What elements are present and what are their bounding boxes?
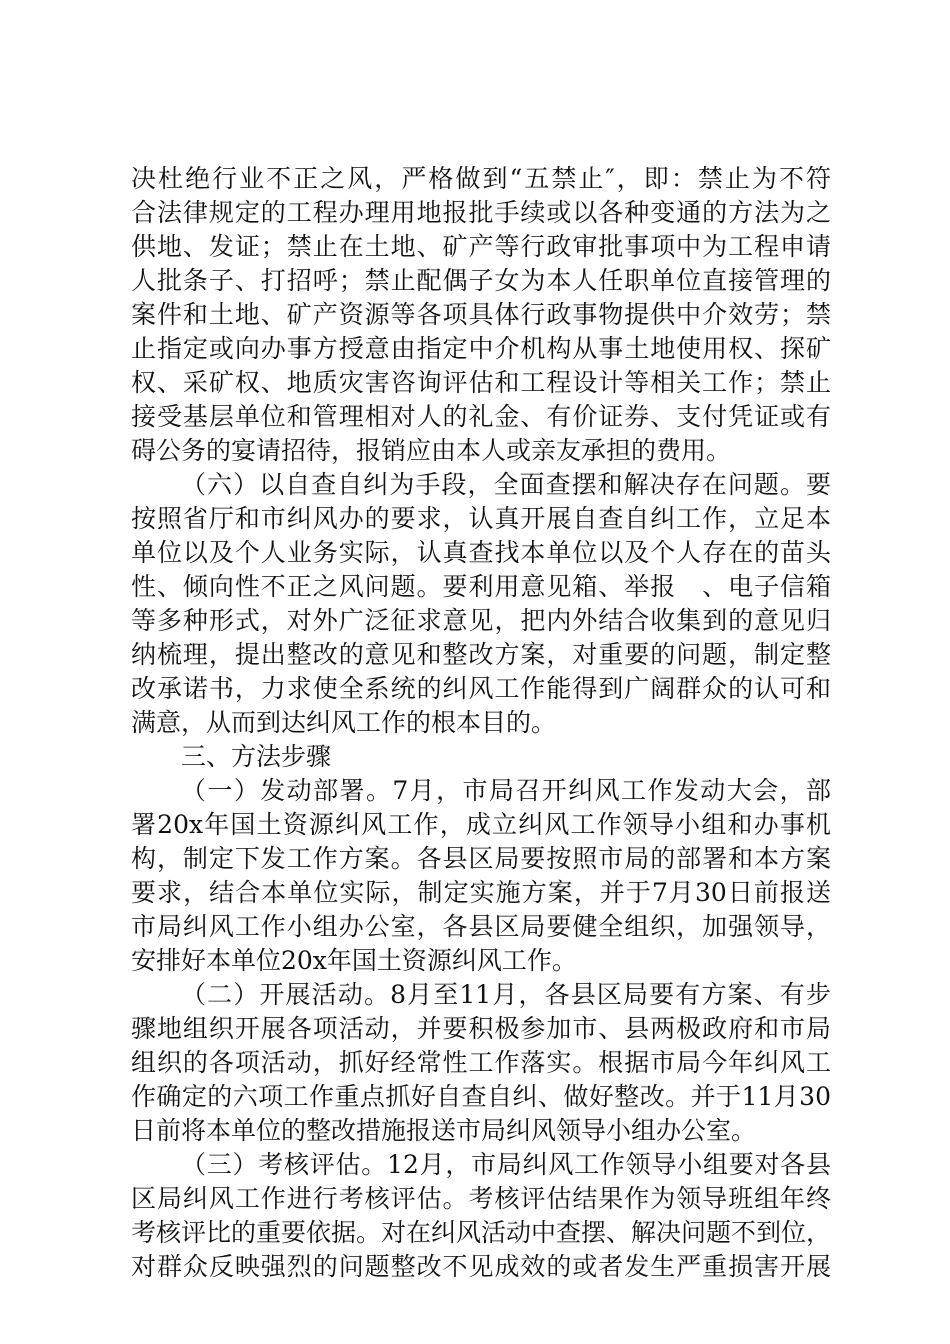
- text-line: 作确定的六项工作重点抓好自查自纠、做好整改。并于11月30: [131, 1082, 831, 1111]
- text-line: 权、采矿权、地质灾害咨询评估和工程设计等相关工作；禁止: [131, 368, 831, 397]
- text-line: 合法律规定的工程办理用地报批手续或以各种变通的方法为之: [131, 198, 831, 227]
- text-line: 日前将本单位的整改措施报送市局纠风领导小组办公室。: [131, 1116, 757, 1145]
- text-line: 考核评比的重要依据。对在纠风活动中查摆、解决问题不到位，: [131, 1218, 832, 1247]
- text-line: 三、方法步骤: [181, 742, 332, 771]
- text-line: 区局纠风工作进行考核评估。考核评估结果作为领导班组年终: [131, 1184, 831, 1213]
- text-line: 接受基层单位和管理相对人的礼金、有价证券、支付凭证或有: [131, 402, 831, 431]
- text-line: 安排好本单位20x年国土资源纠风工作。: [131, 946, 577, 975]
- text-line: 对群众反映强烈的问题整改不见成效的或者发生严重损害开展: [131, 1252, 831, 1281]
- document-body: [131, 162, 831, 1284]
- text-line: （一）发动部署。7月，市局召开纠风工作发动大会，部: [181, 776, 831, 805]
- text-line: 构，制定下发工作方案。各县区局要按照市局的部署和本方案: [131, 844, 831, 873]
- text-line: 碍公务的宴请招待，报销应由本人或亲友承担的费用。: [131, 436, 732, 465]
- text-line: （六）以自查自纠为手段，全面查摆和解决存在问题。要: [181, 470, 831, 499]
- text-line: 止指定或向办事方授意由指定中介机构从事土地使用权、探矿: [131, 334, 831, 363]
- text-line: （三）考核评估。12月，市局纠风工作领导小组要对各县: [181, 1150, 831, 1179]
- text-line: 骤地组织开展各项活动，并要积极参加市、县两极政府和市局: [131, 1014, 831, 1043]
- text-line: 改承诺书，力求使全系统的纠风工作能得到广阔群众的认可和: [131, 674, 831, 703]
- text-line: 供地、发证；禁止在土地、矿产等行政审批事项中为工程申请: [131, 232, 831, 261]
- text-line: 性、倾向性不正之风问题。要利用意见箱、举报 、电子信箱: [131, 572, 831, 601]
- text-line: 满意，从而到达纠风工作的根本目的。: [131, 708, 557, 737]
- text-line: 决杜绝行业不正之风，严格做到“五禁止″，即：禁止为不符: [131, 164, 831, 193]
- text-line: 署20x年国土资源纠风工作，成立纠风工作领导小组和办事机: [131, 810, 831, 839]
- text-line: 市局纠风工作小组办公室，各县区局要健全组织，加强领导，: [131, 912, 831, 941]
- text-line: 组织的各项活动，抓好经常性工作落实。根据市局今年纠风工: [131, 1048, 831, 1077]
- text-line: 案件和土地、矿产资源等各项具体行政事物提供中介效劳；禁: [131, 300, 831, 329]
- text-line: 纳梳理，提出整改的意见和整改方案，对重要的问题，制定整: [131, 640, 831, 669]
- text-line: 等多种形式，对外广泛征求意见，把内外结合收集到的意见归: [131, 606, 831, 635]
- text-line: 单位以及个人业务实际，认真查找本单位以及个人存在的苗头: [131, 538, 831, 567]
- text-line: 人批条子、打招呼；禁止配偶子女为本人任职单位直接管理的: [131, 266, 831, 295]
- text-line: 按照省厅和市纠风办的要求，认真开展自查自纠工作，立足本: [131, 504, 831, 533]
- text-line: 要求，结合本单位实际，制定实施方案，并于7月30日前报送: [131, 878, 831, 907]
- text-line: （二）开展活动。8月至11月，各县区局要有方案、有步: [181, 980, 831, 1009]
